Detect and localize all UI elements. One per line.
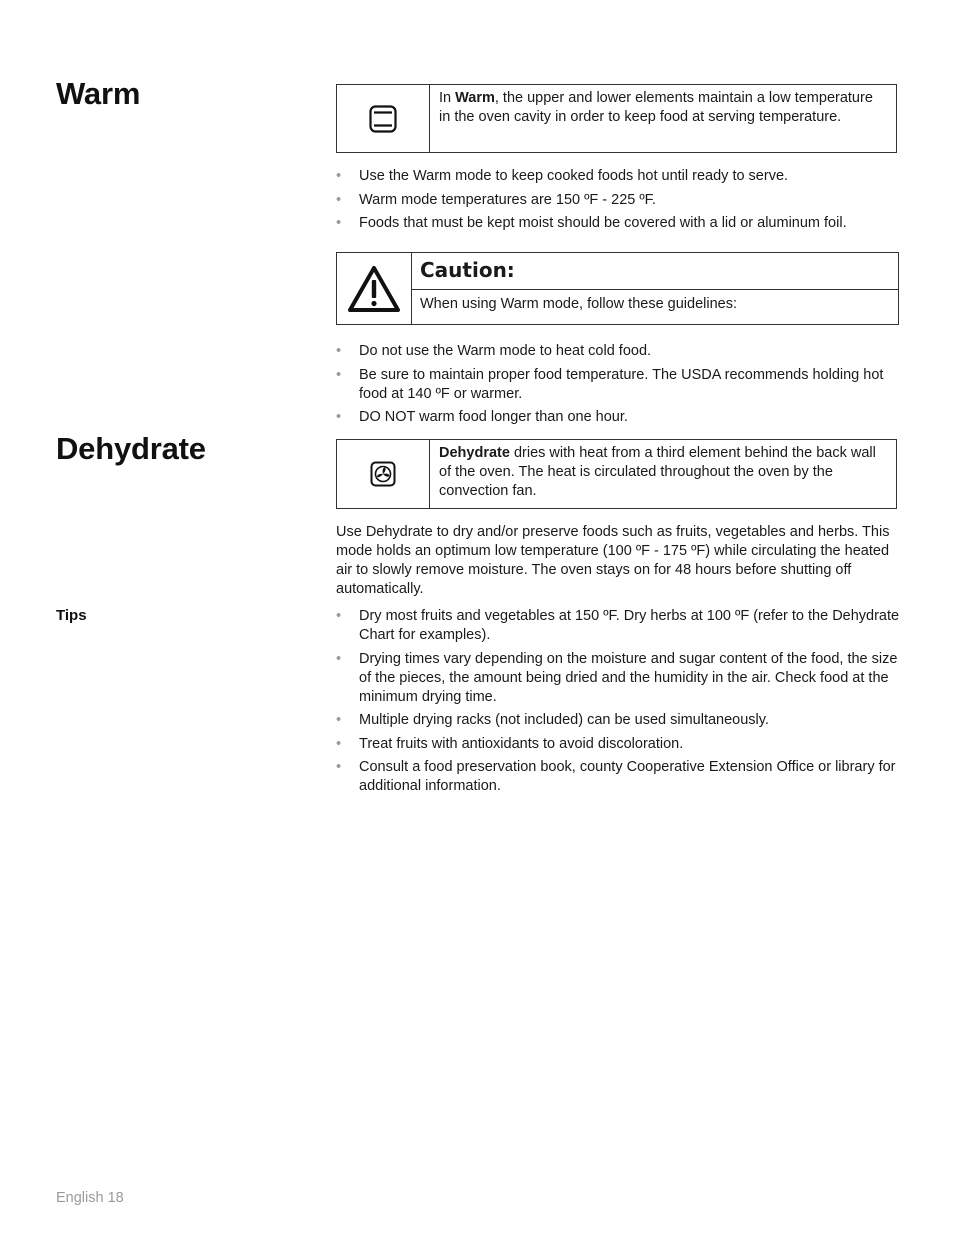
list-item: • Dry most fruits and vegetables at 150 ºF. Dry herbs at 100 ºF (refer to the Dehydrate Chart for examples). [336, 608, 900, 643]
dehydrate-desc-term: Dehydrate [439, 445, 510, 461]
list-item: • Consult a food preservation book, county Cooperative Extension Office or library for additional information. [336, 759, 896, 794]
dehydrate-paragraph: Use Dehydrate to dry and/or preserve foods such as fruits, vegetables and herbs. This mode holds an optimum low temperature (100 ºF - 175 ºF) while circulating the heated air to slowly remove moisture. The oven stays on for 48 hours before shutting off automatically. [336, 524, 890, 597]
warm-bullet-list [336, 167, 901, 238]
warm-heading: Warm [56, 76, 141, 111]
tips-heading: Tips [56, 607, 87, 624]
warm-info-box [336, 84, 897, 153]
dehydrate-description [430, 440, 896, 508]
page-footer: English 18 [56, 1190, 124, 1206]
list-item: • Use the Warm mode to keep cooked foods hot until ready to serve. [336, 168, 789, 184]
list-item: • Warm mode temperatures are 150 ºF - 225 ºF. [336, 191, 656, 208]
list-item: • Multiple drying racks (not included) can be used simultaneously. [336, 712, 769, 728]
dehydrate-desc-rest: dries with heat from a third element behind the back wall of the oven. The heat is circulated throughout the oven by the convection fan. [439, 445, 876, 499]
warm-mode-icon [368, 104, 398, 134]
warm-desc-term: Warm [455, 90, 495, 106]
caution-body: When using Warm mode, follow these guidelines: [420, 296, 738, 312]
caution-title: Caution: [412, 253, 898, 290]
warning-triangle-icon [347, 265, 401, 313]
list-item: • Treat fruits with antioxidants to avoid discoloration. [336, 735, 684, 752]
caution-box [336, 252, 899, 325]
warm-desc-rest: , the upper and lower elements maintain a low temperature in the oven cavity in order to keep food at serving temperature. [439, 90, 873, 125]
caution-bullet-list [336, 342, 901, 432]
list-item: • Drying times vary depending on the moisture and sugar content of the food, the size of the pieces, the amount being dried and the humidity in the air. Check food at the minimum drying time. [336, 650, 898, 705]
dehydrate-info-box [336, 439, 897, 509]
list-item: • Foods that must be kept moist should be covered with a lid or aluminum foil. [336, 215, 847, 231]
tips-bullet-list [336, 607, 901, 801]
dehydrate-heading: Dehydrate [56, 431, 206, 466]
caution-icon-cell [337, 253, 412, 324]
dehydrate-fan-icon [370, 461, 396, 487]
warm-icon-cell [337, 85, 430, 152]
list-item: • Do not use the Warm mode to heat cold food. [336, 343, 652, 359]
warm-desc-prefix: In [439, 90, 456, 106]
list-item: • DO NOT warm food longer than one hour. [336, 409, 628, 425]
dehydrate-icon-cell [337, 440, 430, 508]
warm-description [430, 85, 896, 152]
list-item: • Be sure to maintain proper food temperature. The USDA recommends holding hot food at 140 ºF or warmer. [336, 366, 884, 402]
